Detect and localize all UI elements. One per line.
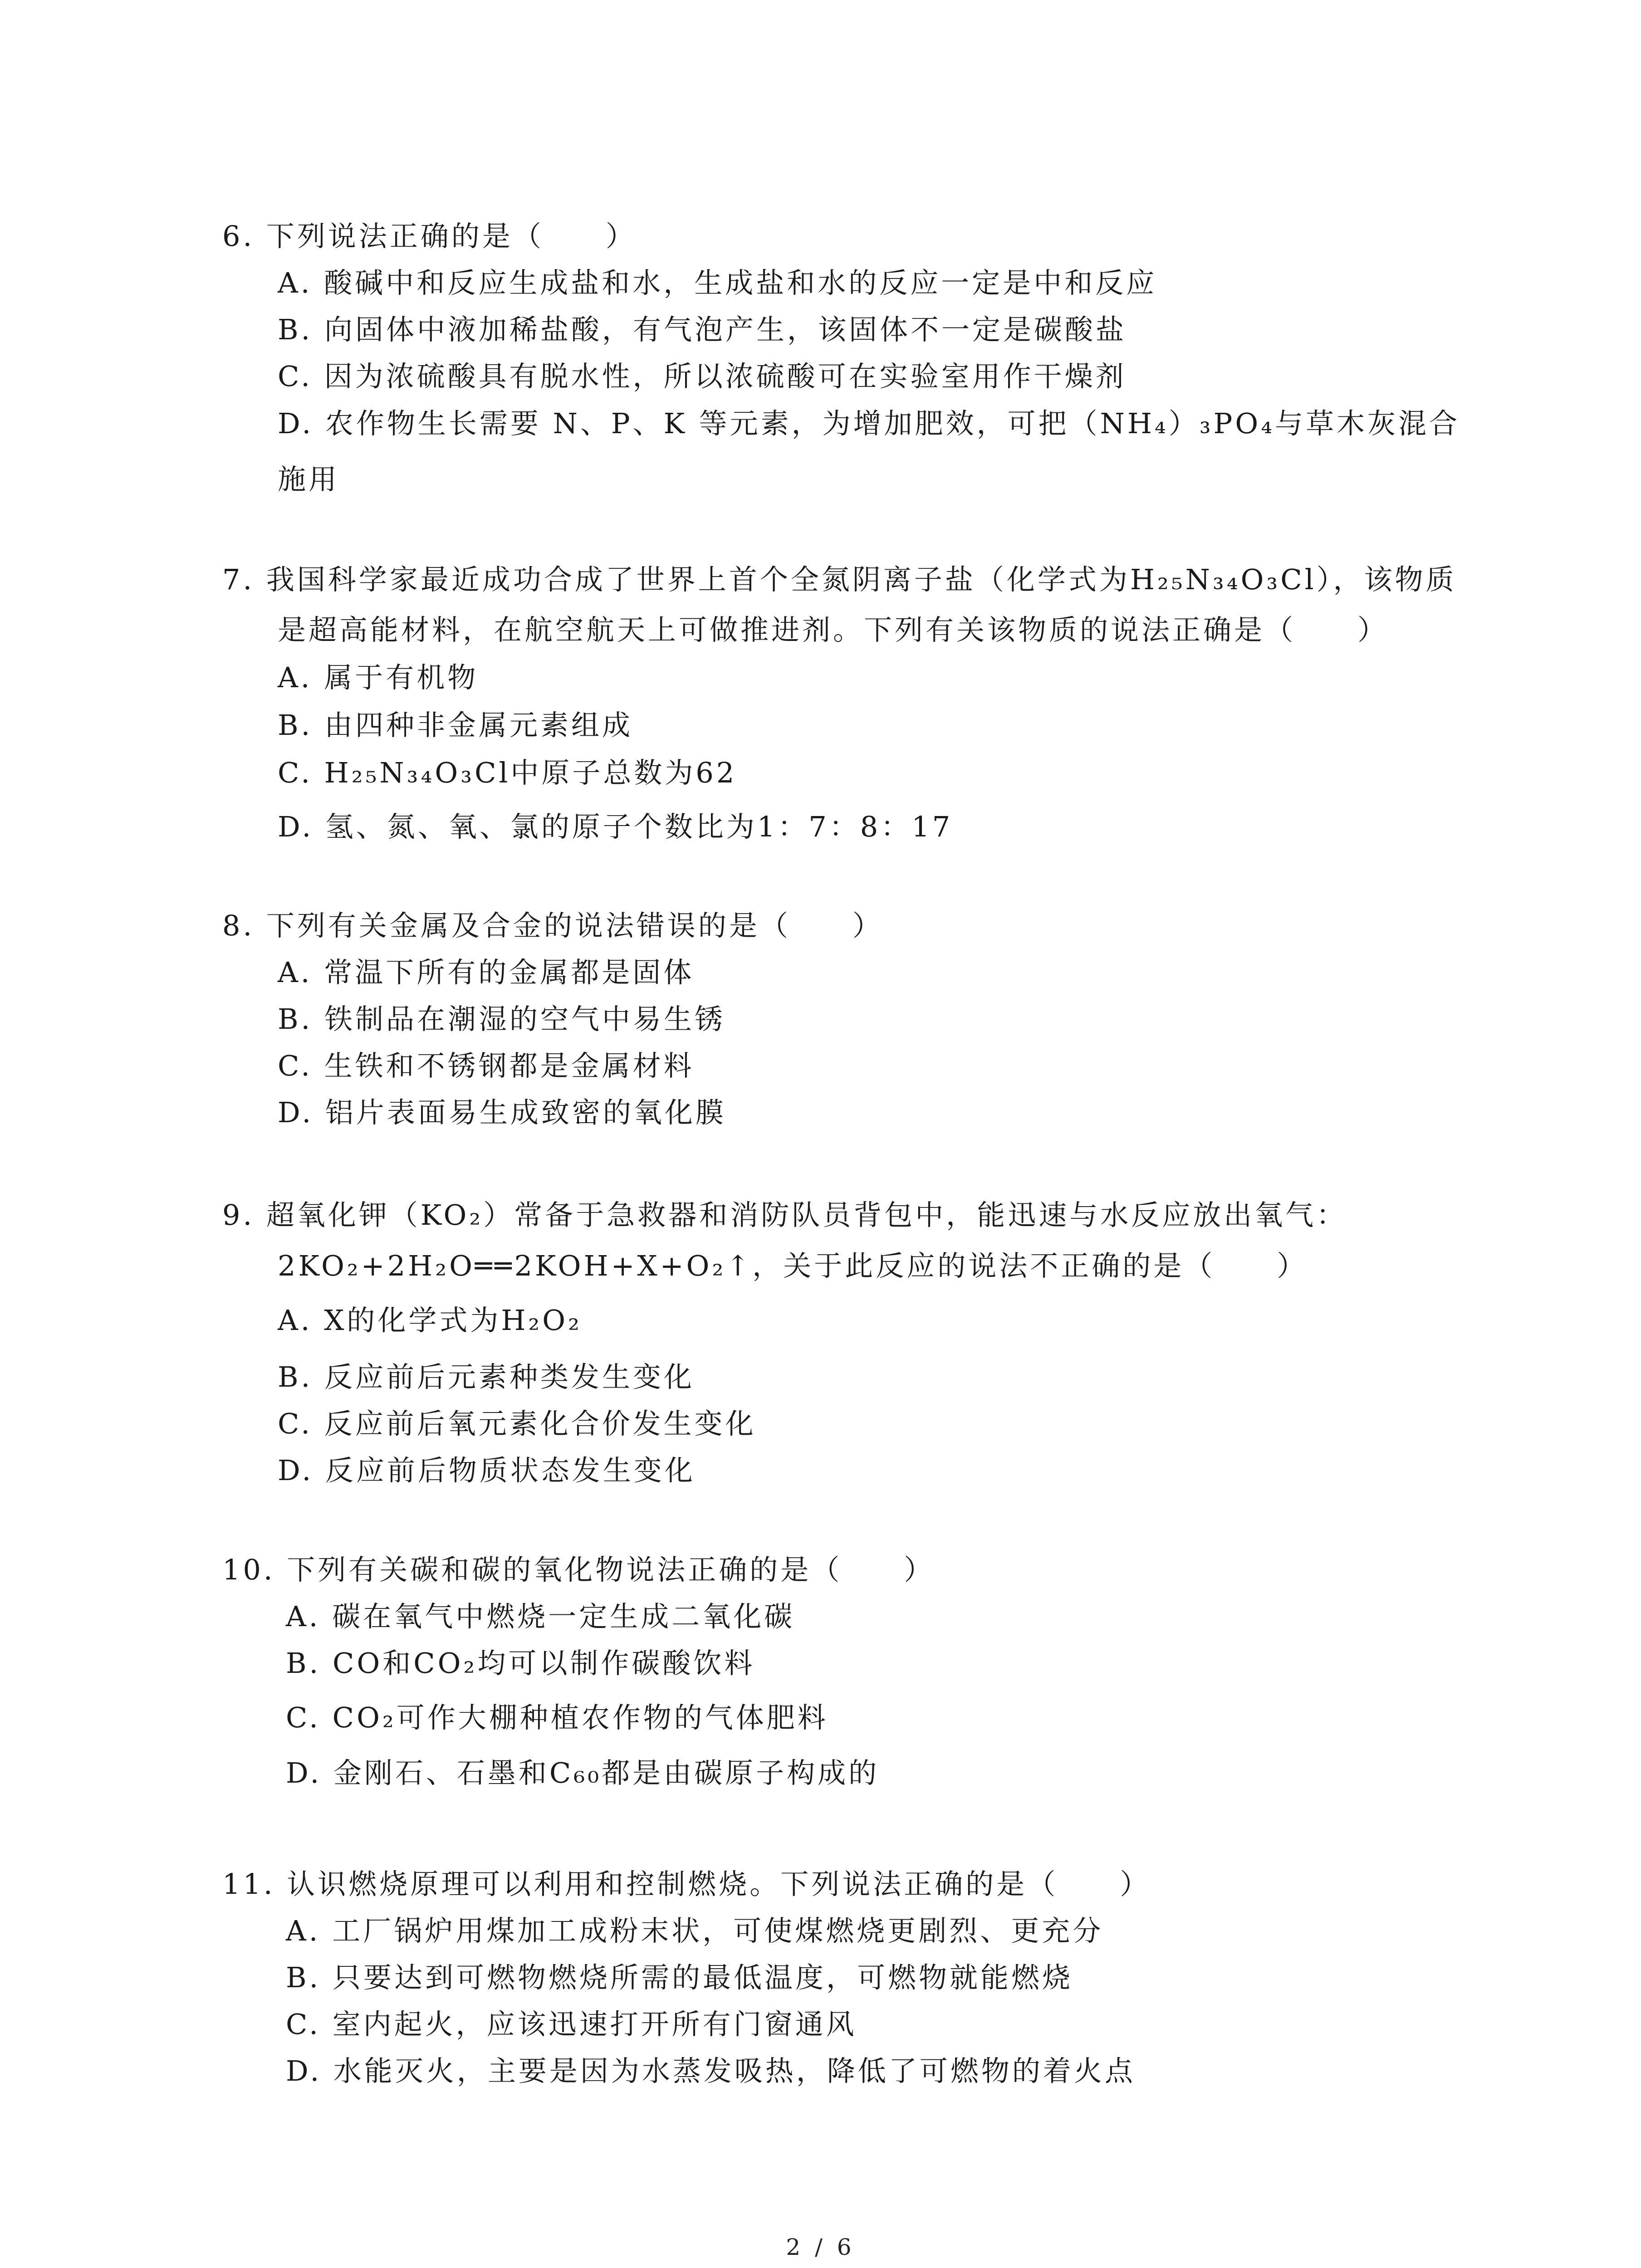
- question-7-stem: 7. 我国科学家最近成功合成了世界上首个全氮阴离子盐（化学式为H₂₅N₃₄O₃Cl），该物质: [222, 563, 1457, 596]
- question-7-option-b: B. 由四种非金属元素组成: [278, 709, 633, 742]
- question-10-option-b: B. CO和CO₂均可以制作碳酸饮料: [286, 1647, 755, 1680]
- question-9-option-c: C. 反应前后氧元素化合价发生变化: [278, 1407, 756, 1440]
- question-11-option-d: D. 水能灭火，主要是因为水蒸发吸热，降低了可燃物的着火点: [286, 2054, 1136, 2087]
- question-6-option-a: A. 酸碱中和反应生成盐和水，生成盐和水的反应一定是中和反应: [278, 266, 1157, 299]
- question-9-option-a: A. X的化学式为H₂O₂: [278, 1304, 582, 1337]
- question-10-option-a: A. 碳在氧气中燃烧一定生成二氧化碳: [286, 1600, 795, 1633]
- question-6-option-c: C. 因为浓硫酸具有脱水性，所以浓硫酸可在实验室用作干燥剂: [278, 360, 1127, 393]
- question-11-option-b: B. 只要达到可燃物燃烧所需的最低温度，可燃物就能燃烧: [286, 1961, 1073, 1994]
- question-8-option-c: C. 生铁和不锈钢都是金属材料: [278, 1049, 695, 1082]
- question-7-stem-cont: 是超高能材料，在航空航天上可做推进剂。下列有关该物质的说法正确是（ ）: [278, 613, 1389, 646]
- page-number: 2 / 6: [786, 2234, 855, 2260]
- question-10-stem: 10. 下列有关碳和碳的氧化物说法正确的是（ ）: [222, 1553, 935, 1586]
- question-7-option-a: A. 属于有机物: [278, 661, 479, 694]
- question-10-option-d: D. 金刚石、石墨和C₆₀都是由碳原子构成的: [286, 1756, 880, 1789]
- question-8-option-a: A. 常温下所有的金属都是固体: [278, 956, 695, 989]
- question-6-option-b: B. 向固体中液加稀盐酸，有气泡产生，该固体不一定是碳酸盐: [278, 313, 1127, 346]
- question-9-option-b: B. 反应前后元素种类发生变化: [278, 1360, 695, 1393]
- question-8-option-b: B. 铁制品在潮湿的空气中易生锈: [278, 1002, 725, 1036]
- question-7-option-d: D. 氢、氮、氧、氯的原子个数比为1：7：8：17: [278, 810, 953, 843]
- question-8-option-d: D. 铝片表面易生成致密的氧化膜: [278, 1096, 726, 1129]
- question-11-option-a: A. 工厂锅炉用煤加工成粉末状，可使煤燃烧更剧烈、更充分: [286, 1914, 1104, 1947]
- question-9-equation: 2KO₂+2H₂O══2KOH+X+O₂↑，关于此反应的说法不正确的是（ ）: [278, 1249, 1308, 1282]
- question-8-stem: 8. 下列有关金属及合金的说法错误的是（ ）: [222, 909, 883, 942]
- question-11-option-c: C. 室内起火，应该迅速打开所有门窗通风: [286, 2008, 857, 2041]
- question-9-stem: 9. 超氧化钾（KO₂）常备于急救器和消防队员背包中，能迅速与水反应放出氧气：: [222, 1198, 1347, 1232]
- question-11-stem: 11. 认识燃烧原理可以利用和控制燃烧。下列说法正确的是（ ）: [222, 1867, 1151, 1901]
- question-9-option-d: D. 反应前后物质状态发生变化: [278, 1454, 696, 1487]
- question-6-option-d-cont: 施用: [278, 463, 340, 496]
- question-6-stem: 6. 下列说法正确的是（ ）: [222, 220, 637, 253]
- question-10-option-c: C. CO₂可作大棚种植农作物的气体肥料: [286, 1701, 828, 1734]
- question-7-option-c: C. H₂₅N₃₄O₃Cl中原子总数为62: [278, 756, 737, 789]
- question-6-option-d: D. 农作物生长需要 N、P、K 等元素，为增加肥效，可把（NH₄）₃PO₄与草木灰混合: [278, 407, 1460, 440]
